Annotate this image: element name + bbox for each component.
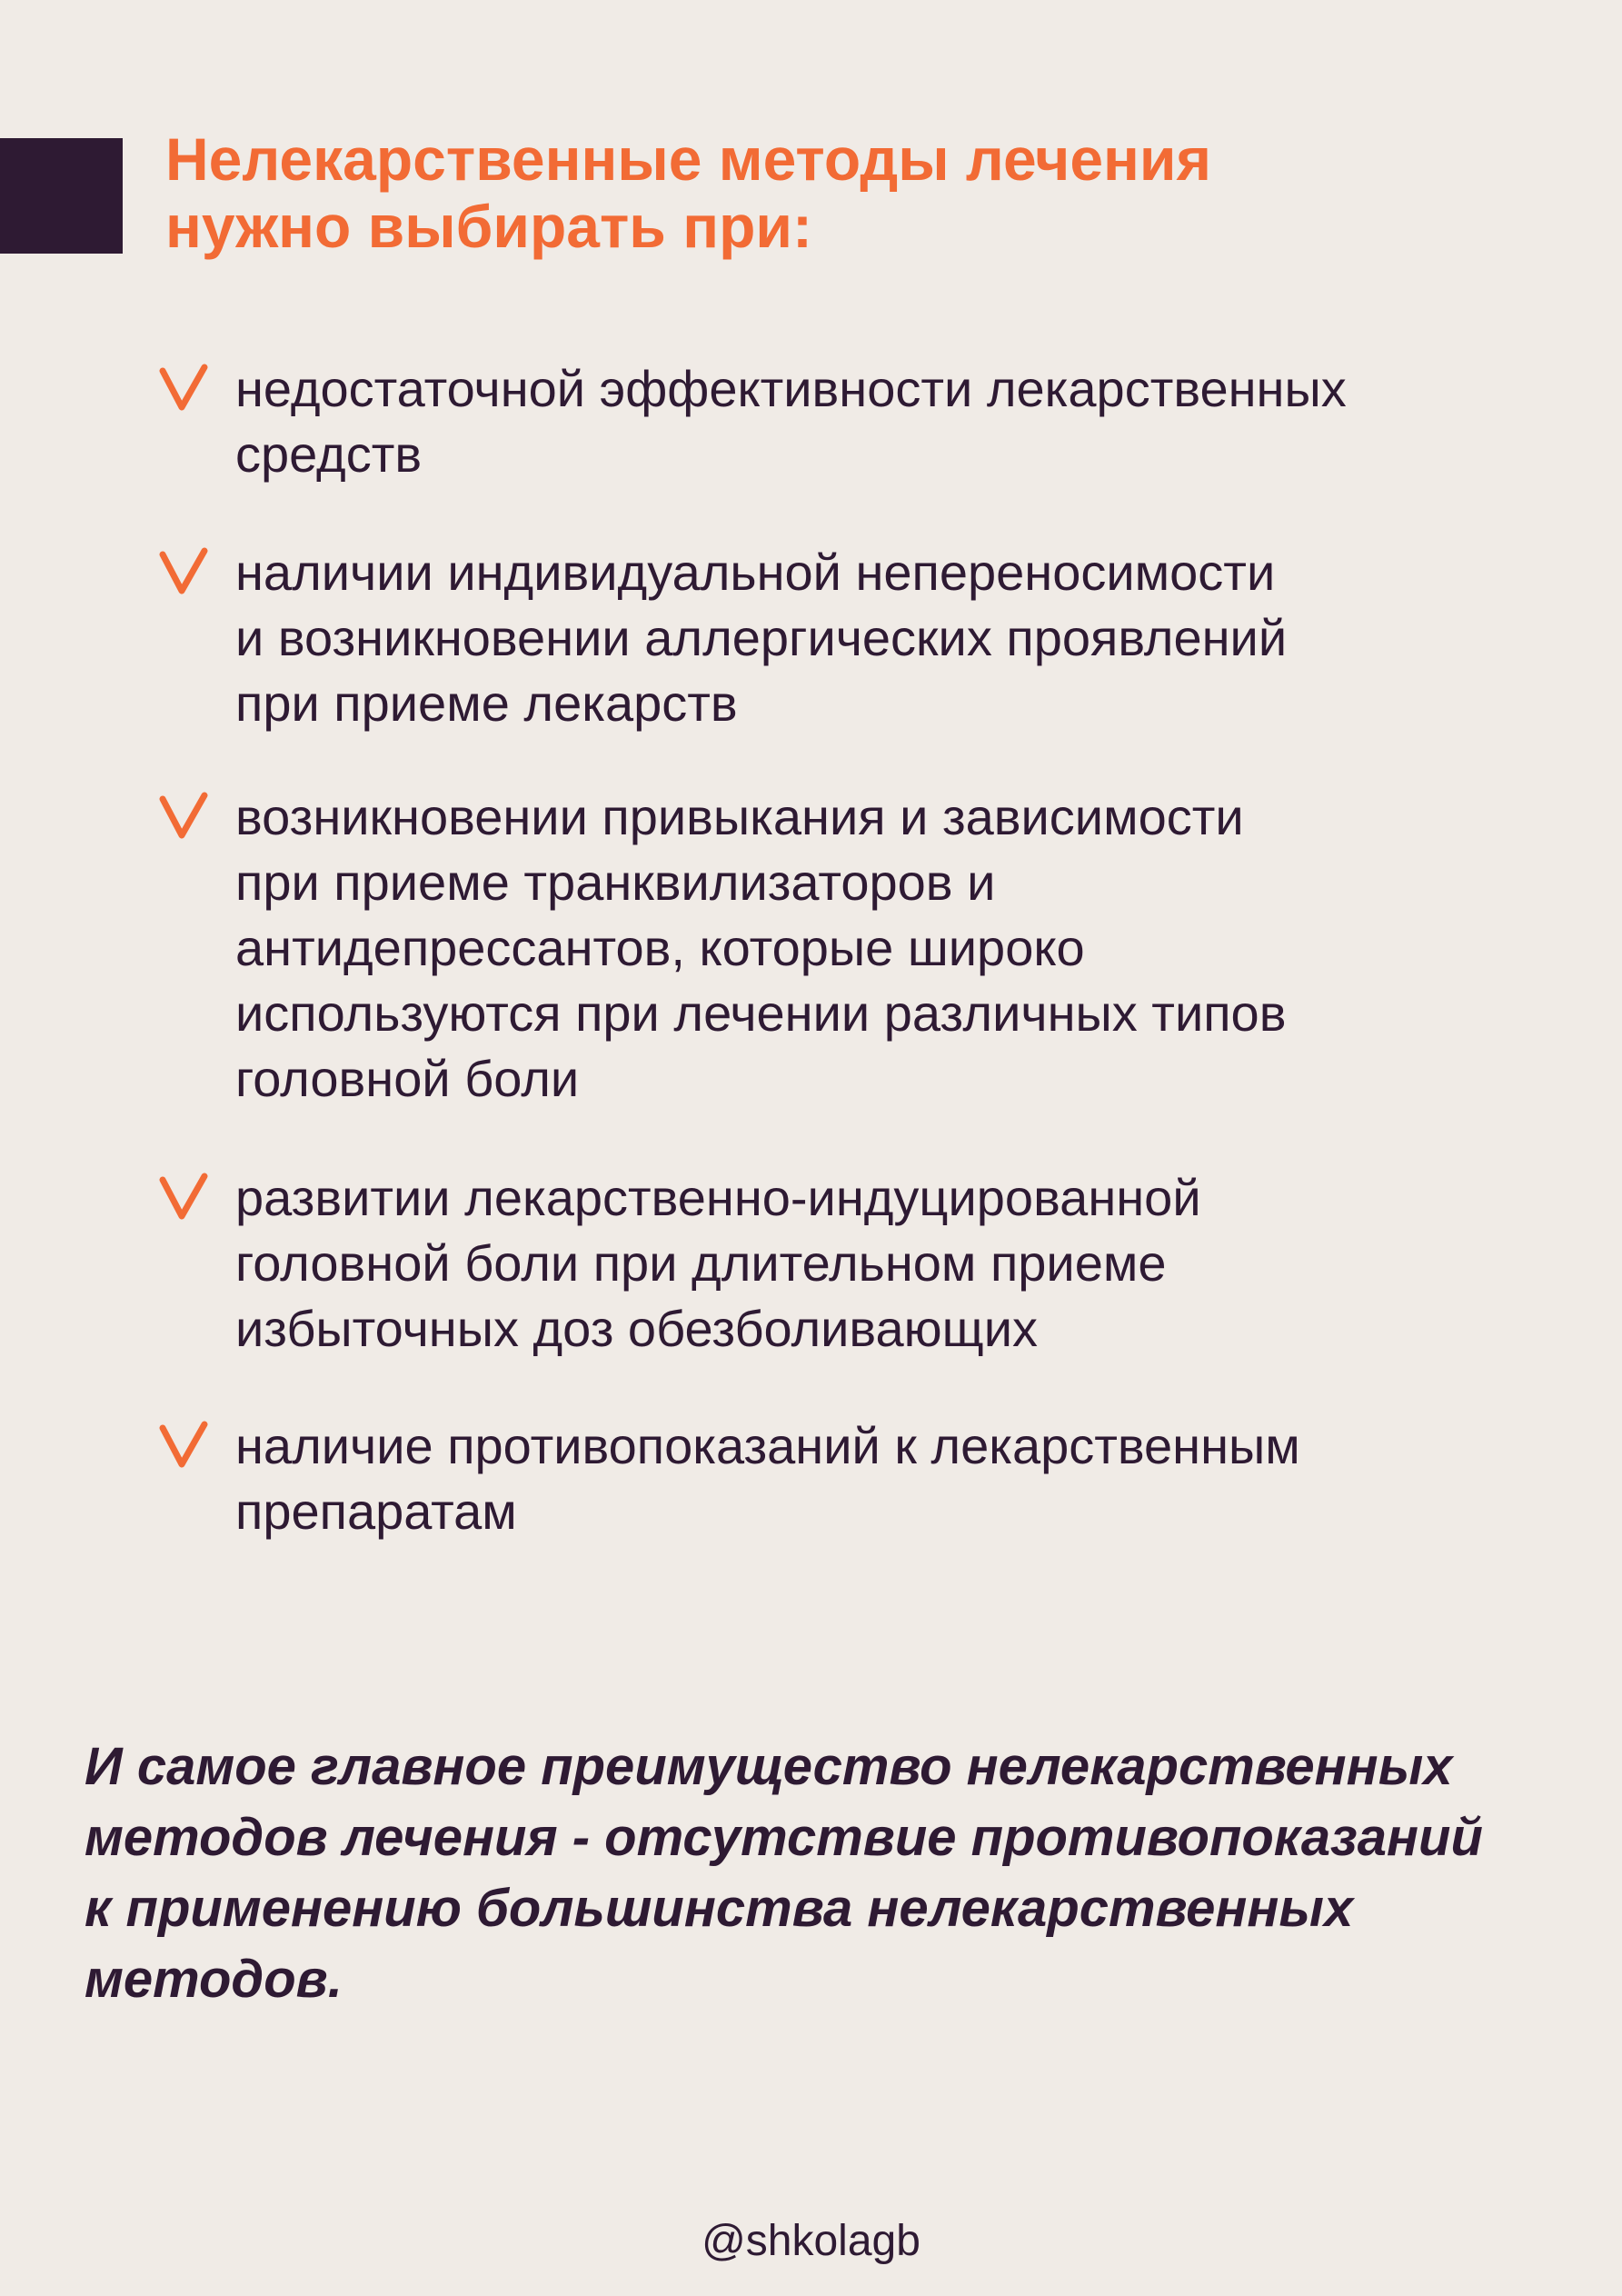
list-item-line: недостаточной эффективности лекарственных [235,360,1347,417]
list-item-text [235,540,1571,736]
page-title [165,125,1528,260]
summary-line: к применению большинства нелекарственных [85,1879,1354,1938]
list-item-text [235,356,1571,487]
list-item-line: средств [235,425,423,483]
list-item-line: наличии индивидуальной непереносимости [235,544,1276,601]
check-icon [159,1419,208,1472]
list-item-text [235,1165,1571,1362]
list-item-line: и возникновении аллергических проявлений [235,609,1288,666]
list-item-text [235,1413,1571,1544]
list-item-text [235,784,1571,1112]
list-item-line: препаратам [235,1482,517,1540]
summary-line: методов лечения - отсутствие противопоказаний [85,1808,1483,1867]
check-icon [159,790,208,843]
list-item-line: возникновении привыкания и зависимости [235,788,1244,845]
list-item-line: наличие противопоказаний к лекарственным [235,1417,1300,1474]
list-item-line: избыточных доз обезболивающих [235,1300,1039,1357]
list-item-line: головной боли при длительном приеме [235,1234,1167,1292]
summary-line: И самое главное преимущество нелекарственных [85,1737,1453,1796]
check-icon [159,362,208,414]
page-title-line: нужно выбирать при: [165,193,812,260]
list-item-line: развитии лекарственно-индуцированной [235,1169,1201,1226]
list-item-line: при приеме транквилизаторов и [235,854,996,911]
summary-line: методов. [85,1950,343,2009]
page-title-line: Нелекарственные методы лечения [165,125,1212,193]
list-item-line: используются при лечении различных типов [235,984,1287,1042]
summary-paragraph [85,1732,1593,2015]
social-handle: @shkolagb [702,2217,920,2265]
accent-block [0,138,123,254]
list-item-line: антидепрессантов, которые широко [235,919,1085,976]
check-icon [159,545,208,598]
list-item-line: при приеме лекарств [235,674,738,732]
check-icon [159,1171,208,1223]
list-item-line: головной боли [235,1050,580,1107]
